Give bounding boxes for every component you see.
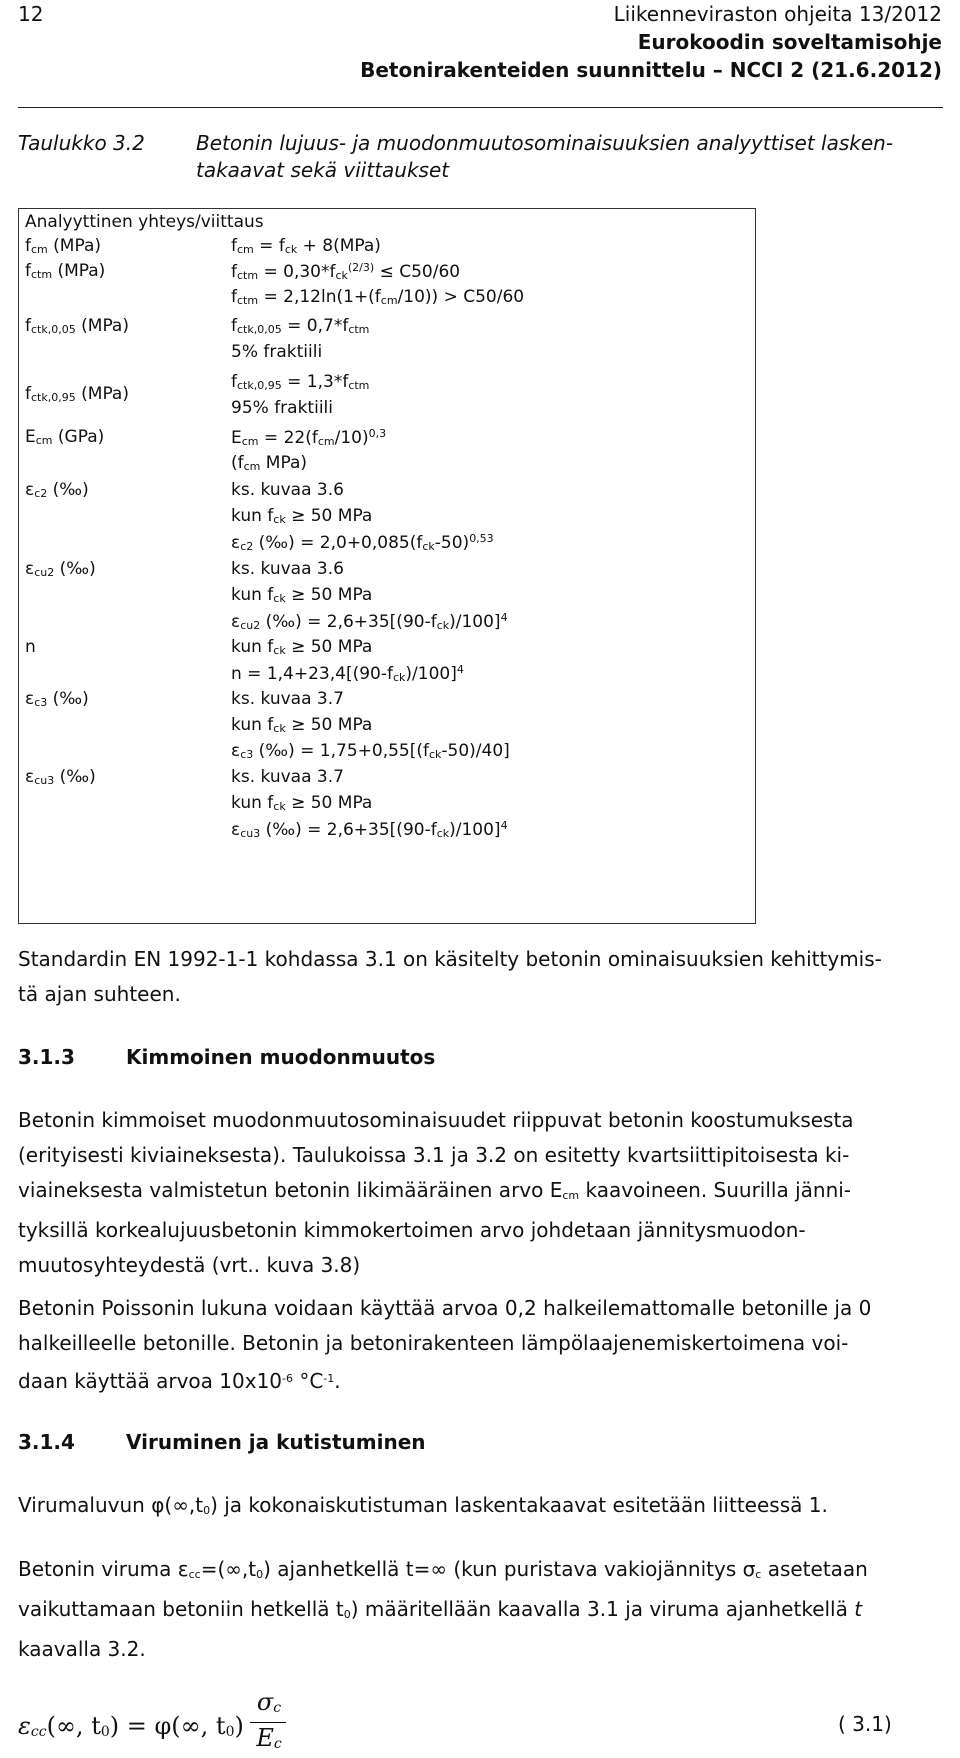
- section-3-1-4-title: Viruminen ja kutistuminen: [126, 1430, 426, 1454]
- p2-line3: viaineksesta valmistetun betonin likimääräinen arvo $E_{cm}$ kaavoineen. Suurilla jänni-: [18, 1178, 852, 1202]
- doc-title: Eurokoodin soveltamisohje: [637, 30, 942, 54]
- table-row-label: n: [25, 637, 36, 657]
- section-3-1-3-title: Kimmoinen muodonmuutos: [126, 1045, 436, 1069]
- table-row-formula: kun $f_{ck} \ge 50$ MPa: [231, 715, 373, 735]
- p3-line1: Betonin Poissonin lukuna voidaan käyttää arvoa 0,2 halkeilemattomalle betonille ja 0: [18, 1296, 872, 1320]
- p2-line5: muutosyhteydestä (vrt.. kuva 3.8): [18, 1253, 361, 1277]
- p5-line3: kaavalla 3.2.: [18, 1637, 146, 1661]
- equation-3-1-lhs: $\varepsilon_{cc}(\infty$, $t_0) = \varphi(\infty$, $t_0$): [18, 1712, 244, 1740]
- table-row-formula: ks. kuvaa 3.7: [231, 767, 344, 787]
- table-row-formula: $\varepsilon_{c2}$ (‰) = $2,0+0,085(f_{ck}-50)^{0,53}$: [231, 532, 494, 553]
- table-row-label: $\varepsilon_{c3}$ (‰): [25, 689, 89, 709]
- p1-line1: Standardin EN 1992-1-1 kohdassa 3.1 on käsitelty betonin ominaisuuksien kehittymis-: [18, 947, 882, 971]
- paragraph-elastic: [18, 1103, 943, 1283]
- p3-line2: halkeilleelle betonille. Betonin ja betonirakenteen lämpölaajenemiskertoimena voi-: [18, 1331, 849, 1355]
- table-row-label: $f_{ctk,0,05}$ (MPa): [25, 316, 129, 336]
- table-row-formula: ks. kuvaa 3.6: [231, 559, 344, 579]
- table-row-formula: $\varepsilon_{c3}$ (‰) = $1,75+0,55[(f_{ck}-50)/40]$: [231, 741, 510, 761]
- paragraph-standard: [18, 942, 943, 1012]
- properties-table: [18, 208, 756, 924]
- table-row-label: $f_{cm}$ (MPa): [25, 236, 102, 256]
- table-row-formula: $f_{ctm} = 0,30*f_{ck}^{(2/3)} \le C50/60$: [231, 261, 461, 282]
- p2-line2: (erityisesti kiviaineksesta). Taulukoissa 3.1 ja 3.2 on esitetty kvartsiittipitoisesta ki-: [18, 1143, 850, 1167]
- table-row-formula: $f_{ctm} = 2,12\ln(1+(f_{cm}/10)) > C50/60$: [231, 287, 525, 307]
- table-row-formula: kun $f_{ck} \ge 50$ MPa: [231, 793, 373, 813]
- table-row-formula: $f_{cm} = f_{ck} + 8(MPa)$: [231, 236, 381, 256]
- doc-subtitle: Betonirakenteiden suunnittelu – NCCI 2 (21.6.2012): [360, 58, 942, 82]
- paragraph-creep: [18, 1552, 943, 1667]
- p3-line3: daan käyttää arvoa $10x10^{-6}$ $^\circ C^{-1}$.: [18, 1369, 341, 1393]
- table-row-formula: $\varepsilon_{cu3}$ (‰) = $2,6+35[(90-f_{ck})/100]^4$: [231, 819, 508, 840]
- table-header: Analyyttinen yhteys/viittaus: [25, 212, 264, 232]
- table-row-formula: $n = 1,4+23,4[(90-f_{ck})/100]^4$: [231, 663, 464, 684]
- table-row-formula: 95% fraktiili: [231, 398, 333, 418]
- table-row-label: $E_{cm}$ (GPa): [25, 427, 105, 447]
- table-row-formula: $f_{ctk,0,05} = 0,7*f_{ctm}$: [231, 316, 370, 336]
- table-row-formula: $E_{cm} = 22(f_{cm}/10)^{0,3}$: [231, 427, 387, 448]
- table-row-label: $f_{ctm}$ (MPa): [25, 261, 106, 281]
- p5-line2: vaikuttamaan betoniin hetkellä $t_0$) määritellään kaavalla 3.1 ja viruma ajanhetkellä t: [18, 1597, 863, 1621]
- table-caption-line1: Betonin lujuus- ja muodonmuutosominaisuuksien analyyttiset lasken-: [196, 131, 894, 155]
- table-row-label: $\varepsilon_{c2}$ (‰): [25, 480, 89, 500]
- p1-line2: tä ajan suhteen.: [18, 982, 181, 1006]
- section-3-1-4-number: 3.1.4: [18, 1430, 75, 1454]
- series-title: Liikenneviraston ohjeita 13/2012: [613, 2, 942, 26]
- section-3-1-3-number: 3.1.3: [18, 1045, 75, 1069]
- p2-line1: Betonin kimmoiset muodonmuutosominaisuudet riippuvat betonin koostumuksesta: [18, 1108, 854, 1132]
- equation-3-1-number: ( 3.1): [838, 1712, 892, 1736]
- page-number: 12: [18, 2, 44, 26]
- table-row-formula: ($f_{cm}$ MPa): [231, 453, 307, 473]
- table-row-label: $\varepsilon_{cu2}$ (‰): [25, 559, 96, 579]
- p2-line4: tyksillä korkealujuusbetonin kimmokertoimen arvo johdetaan jännitysmuodon-: [18, 1218, 806, 1242]
- p5-line1: Betonin viruma $\varepsilon_{cc}=(\infty,t_0)$ ajanhetkellä t=∞ (kun puristava vakiojännitys $\sigma_c$ asetetaan: [18, 1557, 868, 1581]
- header-rule: [18, 107, 943, 108]
- table-row-formula: $f_{ctk,0,95} = 1,3*f_{ctm}$: [231, 372, 370, 392]
- table-row-formula: ks. kuvaa 3.7: [231, 689, 344, 709]
- table-row-formula: kun $f_{ck} \ge 50$ MPa: [231, 585, 373, 605]
- table-row-formula: 5% fraktiili: [231, 342, 323, 362]
- equation-3-1-fraction-bar: [250, 1722, 286, 1723]
- equation-3-1-numerator: $\sigma_c$: [256, 1688, 282, 1716]
- table-row-label: $f_{ctk,0,95}$ (MPa): [25, 384, 129, 404]
- table-row-formula: ks. kuvaa 3.6: [231, 480, 344, 500]
- table-caption-line2: takaavat sekä viittaukset: [196, 158, 450, 182]
- table-row-label: $\varepsilon_{cu3}$ (‰): [25, 767, 96, 787]
- equation-3-1-denominator: $E_c$: [256, 1724, 282, 1752]
- paragraph-creep-coefficient: Virumaluvun $\varphi(\infty,t_0)$ ja kokonaiskutistuman laskentakaavat esitetään liitteessä 1.: [18, 1493, 828, 1517]
- table-row-formula: kun $f_{ck} \ge 50$ MPa: [231, 637, 373, 657]
- table-row-formula: $\varepsilon_{cu2}$ (‰) = $2,6+35[(90-f_{ck})/100]^4$: [231, 611, 508, 632]
- table-caption-label: Taulukko 3.2: [18, 131, 145, 155]
- table-row-formula: kun $f_{ck} \ge 50$ MPa: [231, 506, 373, 526]
- paragraph-poisson: [18, 1291, 943, 1399]
